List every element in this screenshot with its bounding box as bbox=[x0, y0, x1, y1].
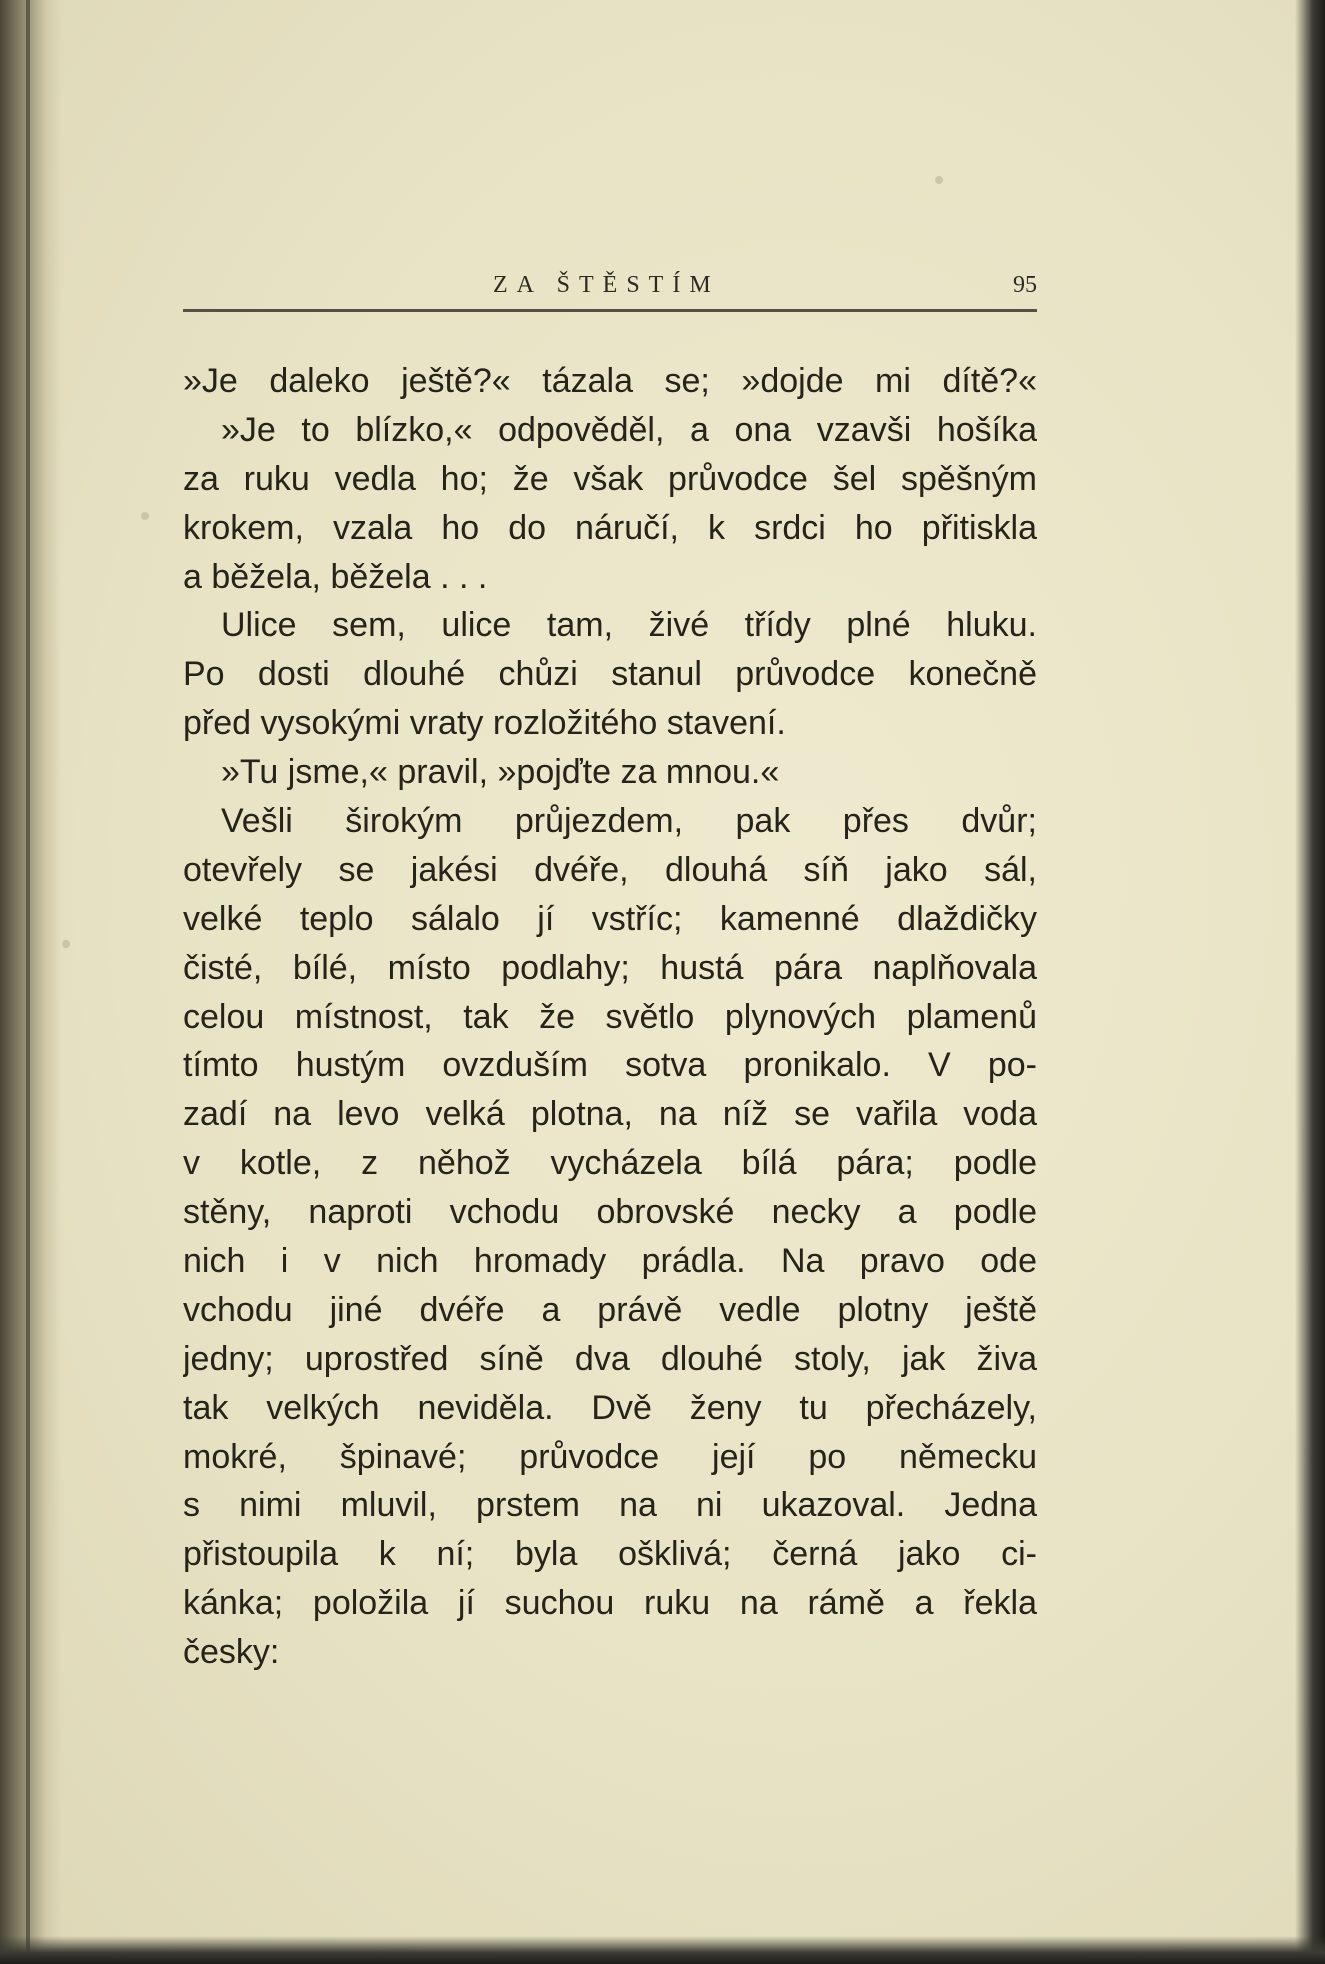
text-line: Po dosti dlouhé chůzi stanul průvodce konečně bbox=[183, 655, 1037, 694]
body-text bbox=[183, 357, 1037, 1677]
text-line: čisté, bílé, místo podlahy; hustá pára naplňovala bbox=[183, 948, 1037, 987]
text-line: a běžela, běžela . . . bbox=[183, 557, 488, 596]
text-line: »Je to blízko,« odpověděl, a ona vzavši hošíka bbox=[221, 410, 1037, 449]
text-line: v kotle, z něhož vycházela bílá pára; podle bbox=[183, 1144, 1037, 1183]
text-line: kánka; položila jí suchou ruku na rámě a řekla bbox=[183, 1584, 1037, 1623]
book-gutter-line bbox=[26, 0, 30, 1964]
text-line: zadí na levo velká plotna, na níž se vařila voda bbox=[183, 1095, 1037, 1134]
text-line: za ruku vedla ho; že však průvodce šel spěšným bbox=[183, 459, 1037, 498]
page-right-edge bbox=[1295, 0, 1325, 1964]
text-line: vchodu jiné dvéře a právě vedle plotny ještě bbox=[183, 1290, 1037, 1329]
text-line: celou místnost, tak že světlo plynových plamenů bbox=[183, 997, 1037, 1036]
page-number: 95 bbox=[1013, 272, 1037, 298]
text-line: »Tu jsme,« pravil, »pojďte za mnou.« bbox=[221, 753, 780, 792]
text-line: tímto hustým ovzduším sotva pronikalo. V po- bbox=[183, 1046, 1037, 1085]
text-line: Ulice sem, ulice tam, živé třídy plné hluku. bbox=[221, 606, 1037, 645]
text-line: tak velkých neviděla. Dvě ženy tu přecházely, bbox=[183, 1388, 1037, 1427]
text-line: krokem, vzala ho do náručí, k srdci ho přitiskla bbox=[183, 508, 1037, 547]
running-title: ZA ŠTĚSTÍM bbox=[493, 272, 720, 298]
text-line: mokré, špinavé; průvodce její po německu bbox=[183, 1437, 1037, 1476]
paper-speck bbox=[62, 940, 70, 948]
text-line: česky: bbox=[183, 1633, 280, 1672]
text-line: s nimi mluvil, prstem na ni ukazoval. Jedna bbox=[183, 1486, 1037, 1525]
text-line: nich i v nich hromady prádla. Na pravo ode bbox=[183, 1242, 1037, 1281]
book-spine-shadow bbox=[0, 0, 62, 1964]
paper-speck bbox=[935, 176, 943, 184]
text-line: před vysokými vraty rozložitého stavení. bbox=[183, 704, 786, 743]
page-bottom-edge bbox=[0, 1936, 1325, 1964]
text-line: otevřely se jakési dvéře, dlouhá síň jako sál, bbox=[183, 850, 1037, 889]
text-line: Vešli širokým průjezdem, pak přes dvůr; bbox=[221, 802, 1037, 841]
text-line: jedny; uprostřed síně dva dlouhé stoly, jak živa bbox=[183, 1339, 1037, 1378]
paper-speck bbox=[141, 512, 149, 520]
text-line: přistoupila k ní; byla ošklivá; černá jako ci- bbox=[183, 1535, 1037, 1574]
text-line: velké teplo sálalo jí vstříc; kamenné dlaždičky bbox=[183, 899, 1037, 938]
text-line: »Je daleko ještě?« tázala se; »dojde mi dítě?« bbox=[183, 362, 1037, 400]
header-rule bbox=[183, 309, 1037, 312]
page-header bbox=[183, 266, 1037, 310]
text-line: stěny, naproti vchodu obrovské necky a podle bbox=[183, 1193, 1037, 1232]
